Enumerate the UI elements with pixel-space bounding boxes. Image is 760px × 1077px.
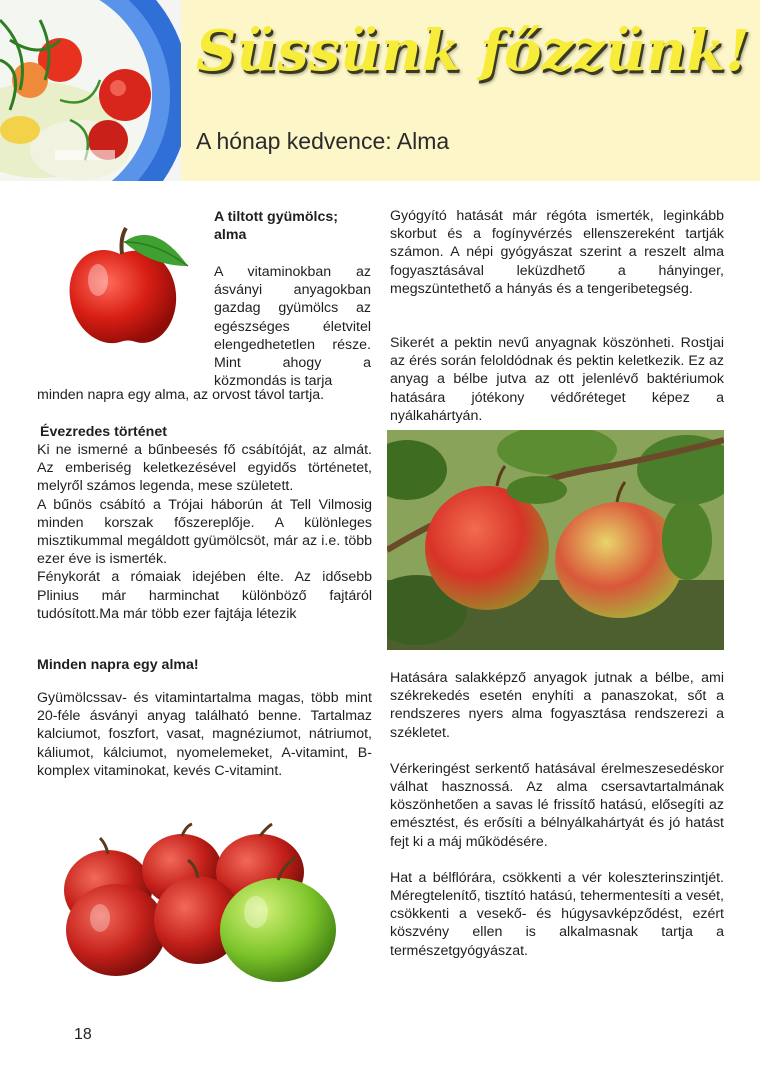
- history-paragraph-1: Ki ne ismerné a bűnbeesés fő csábítóját, az almát. Az emberiség keletkezésével egyidős történetet, melyről számos legenda, mese született.: [37, 442, 372, 495]
- daily-heading: Minden napra egy alma!: [37, 657, 199, 673]
- page-number: 18: [74, 1026, 92, 1043]
- right-paragraph-1: Gyógyító hatását már régóta ismerték, leginkább skorbut és a fogínyvérzés ellenszereként tartják számon. A népi gyógyászat szerint a reszelt alma fogyasztásával leküzdhető a hányinger, megszüntethető a hányás és a tengeribetegség.: [390, 208, 724, 297]
- daily-paragraph: Gyümölcssav- és vitamintartalma magas, több mint 20-féle ásványi anyag található benne. Tartalmaz kalciumot, foszfort, vasat, magnéziumot, nátriumot, káliumot, kálciumot, nyomelemeket, A-vitamint, B- komplex vitaminokat, kevés C-vitamint.: [37, 690, 372, 779]
- intro-text-wrapped: A vitaminokban az ásványi anyagokban gazdag gyümölcs az egészséges életvitel elengedhetetlen része. Mint ahogy a közmondás is tarja: [214, 264, 371, 390]
- salad-photo: [0, 0, 181, 181]
- history-paragraph-2: A bűnös csábító a Trójai háborún át Tell Vilmosig minden korszak főszereplője. A különleges misztikummal megáldott gyümölcsöt, már az i.e. több ezer éve is ismerték.: [37, 496, 372, 568]
- history-heading: Évezredes történet: [40, 424, 167, 440]
- right-lower-section: [390, 669, 724, 960]
- single-apple-photo: [60, 220, 195, 352]
- apples-icon: [60, 820, 345, 985]
- salad-plate-icon: [0, 0, 181, 181]
- right-paragraph-5: Hat a bélflórára, csökkenti a vér koleszterinszintjét. Méregtelenítő, tisztító hatású, tehermentesíti a vesét, csökkenti a vesekő- és húgysavképződést, ezért köszvény ellen is alkalmasnak tartja a természetgyógyászat.: [390, 869, 724, 959]
- page-title: Süssünk főzzünk!: [196, 18, 750, 84]
- page-subtitle: A hónap kedvence: Alma: [196, 128, 450, 154]
- red-apple-icon: [60, 220, 195, 352]
- history-section: [37, 441, 372, 623]
- intro-heading: A tiltott gyümölcs; alma: [214, 209, 339, 244]
- right-paragraph-2: Sikerét a pektin nevű anyagnak köszönheti. Rostjai az érés során feloldódnak és pektin keletkezik. Ez az anyag a bélbe jutva az ott jelenlévő baktériumok hatására jótékony védőréteget képez a nyálkahártyán.: [390, 335, 724, 424]
- apple-tree-icon: [387, 430, 724, 650]
- right-paragraph-3: Hatására salakképző anyagok jutnak a bélbe, ami székrekedés esetén enyhíti a panaszokat, sőt a rendszeres nyers alma fogyasztása rendszerezi a székletet.: [390, 670, 724, 741]
- intro-text-full: minden napra egy alma, az orvost távol tartja.: [37, 387, 325, 403]
- apple-group-photo: [60, 820, 345, 985]
- right-paragraph-4: Vérkeringést serkentő hatásával érelmeszesedéskor válhat hasznossá. Az alma csersavtartalmának köszönhetően a savas lé frissítő hatású, elősegíti az emésztést, és erősíti a bélnyálkahártyát és jó hatást fejt ki a máj működésére.: [390, 760, 724, 850]
- history-paragraph-3: Fénykorát a rómaiak idejében élte. Az idősebb Plinius már harminchat különböző fajtáról tudósított.Ma már több ezer fajtája létezik: [37, 569, 372, 622]
- apple-tree-photo: [387, 430, 724, 650]
